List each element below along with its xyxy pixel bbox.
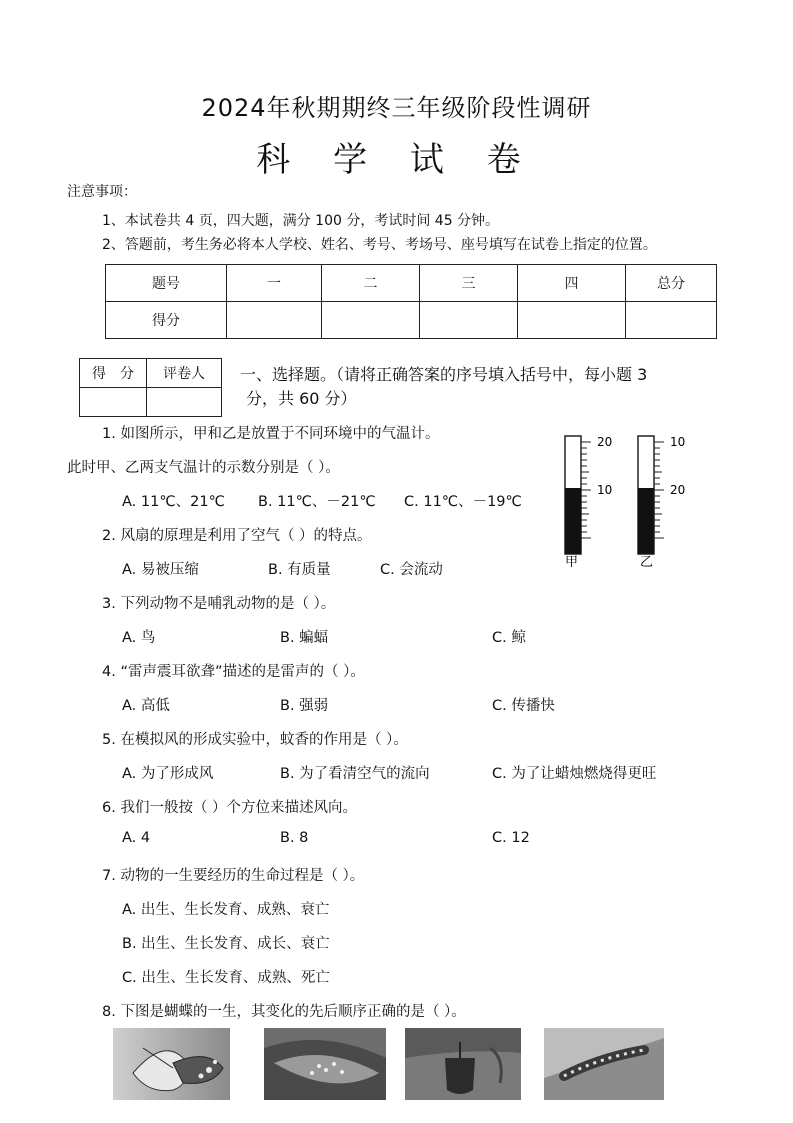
- grader-name-cell[interactable]: [147, 388, 222, 417]
- yi-label: 乙: [640, 555, 654, 568]
- thermometer-jia: [565, 435, 612, 568]
- section1-title-line1: 一、选择题。（请将正确答案的序号填入括号中，每小题 3: [240, 365, 648, 384]
- yi-tick-mid: 20: [670, 483, 686, 497]
- grader-header-score: 得 分: [80, 359, 147, 388]
- question-1-option-c[interactable]: C. 11℃、－19℃: [404, 494, 522, 510]
- score-header-4: 四: [518, 265, 626, 302]
- question-6-option-b[interactable]: B. 8: [280, 830, 309, 846]
- question-6-stem: 6. 我们一般按（ ）个方位来描述风向。: [102, 800, 358, 816]
- notice-heading: 注意事项：: [67, 184, 137, 200]
- score-header-3: 三: [420, 265, 518, 302]
- grader-header-grader: 评卷人: [147, 359, 222, 388]
- grader-table: [79, 358, 222, 417]
- question-1-stem-2: 此时甲、乙两支气温计的示数分别是（ ）。: [67, 460, 340, 476]
- question-5-stem: 5. 在模拟风的形成实验中，蚊香的作用是（ ）。: [102, 732, 408, 748]
- question-7-option-b[interactable]: B. 出生、生长发育、成长、衰亡: [122, 936, 330, 952]
- score-table: [105, 264, 717, 339]
- question-3-option-b[interactable]: B. 蝙蝠: [280, 630, 329, 646]
- question-7-stem: 7. 动物的一生要经历的生命过程是（ ）。: [102, 868, 365, 884]
- question-4-option-b[interactable]: B. 强弱: [280, 698, 329, 714]
- question-6-option-c[interactable]: C. 12: [492, 830, 530, 846]
- question-4-stem: 4. “雷声震耳欲聋”描述的是雷声的（ ）。: [102, 664, 365, 680]
- thermometer-yi: [638, 435, 685, 568]
- score-cell[interactable]: [518, 302, 626, 339]
- jia-label: 甲: [565, 555, 579, 568]
- eggs-on-leaf-photo: [264, 1028, 386, 1100]
- question-7-option-c[interactable]: C. 出生、生长发育、成熟、死亡: [122, 970, 330, 986]
- question-3-option-a[interactable]: A. 鸟: [122, 630, 156, 646]
- question-5-option-c[interactable]: C. 为了让蜡烛燃烧得更旺: [492, 766, 657, 782]
- yi-tick-top: 10: [670, 435, 686, 449]
- score-row-label: 得分: [106, 302, 227, 339]
- score-header-total: 总分: [626, 265, 717, 302]
- question-1-option-b[interactable]: B. 11℃、－21℃: [258, 494, 376, 510]
- question-2-option-c[interactable]: C. 会流动: [380, 562, 443, 578]
- score-cell[interactable]: [322, 302, 420, 339]
- question-2-stem: 2. 风扇的原理是利用了空气（ ）的特点。: [102, 528, 372, 544]
- question-5-option-a[interactable]: A. 为了形成风: [122, 766, 214, 782]
- score-header-2: 二: [322, 265, 420, 302]
- score-cell[interactable]: [420, 302, 518, 339]
- score-header-number: 题号: [106, 265, 227, 302]
- question-2-option-a[interactable]: A. 易被压缩: [122, 562, 199, 578]
- pupa-photo: [405, 1028, 521, 1100]
- grader-score-cell[interactable]: [80, 388, 147, 417]
- jia-tick-top: 20: [597, 435, 613, 449]
- question-4-option-a[interactable]: A. 高低: [122, 698, 170, 714]
- score-header-1: 一: [227, 265, 322, 302]
- subject-title: 科 学 试 卷: [256, 140, 537, 180]
- question-8-stem: 8. 下图是蝴蝶的一生，其变化的先后顺序正确的是（ ）。: [102, 1004, 466, 1020]
- thermometer-figure: [545, 432, 695, 568]
- question-2-option-b[interactable]: B. 有质量: [268, 562, 331, 578]
- question-1-option-a[interactable]: A. 11℃、21℃: [122, 494, 225, 510]
- score-cell[interactable]: [227, 302, 322, 339]
- question-6-option-a[interactable]: A. 4: [122, 830, 151, 846]
- section1-title-line2: 分，共 60 分）: [246, 389, 357, 408]
- question-7-option-a[interactable]: A. 出生、生长发育、成熟、衰亡: [122, 902, 330, 918]
- score-cell[interactable]: [626, 302, 717, 339]
- exam-title: 2024年秋期期终三年级阶段性调研: [201, 94, 592, 122]
- jia-tick-mid: 10: [597, 483, 613, 497]
- notice-item-1: 1、本试卷共 4 页，四大题，满分 100 分，考试时间 45 分钟。: [102, 213, 500, 229]
- question-3-option-c[interactable]: C. 鲸: [492, 630, 526, 646]
- caterpillar-photo: [544, 1028, 664, 1100]
- question-3-stem: 3. 下列动物不是哺乳动物的是（ ）。: [102, 596, 336, 612]
- notice-item-2: 2、答题前，考生务必将本人学校、姓名、考号、考场号、座号填写在试卷上指定的位置。: [102, 237, 657, 253]
- question-1-stem: 1. 如图所示，甲和乙是放置于不同环境中的气温计。: [102, 426, 440, 442]
- question-4-option-c[interactable]: C. 传播快: [492, 698, 555, 714]
- question-5-option-b[interactable]: B. 为了看清空气的流向: [280, 766, 430, 782]
- butterfly-photo: [113, 1028, 230, 1100]
